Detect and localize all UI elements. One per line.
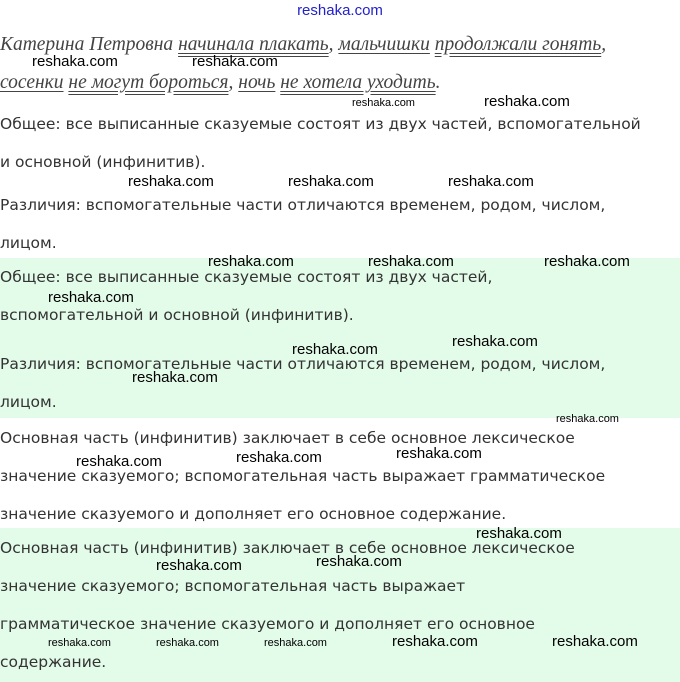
watermark: reshaka.com bbox=[48, 289, 134, 306]
watermark: reshaka.com bbox=[316, 553, 402, 570]
sentence-text: Катерина Петровна bbox=[0, 34, 179, 55]
text-line: Общее: все выписанные сказуемые состоят из двух частей, вспомогательной bbox=[0, 115, 641, 133]
sentence-text: , bbox=[601, 34, 607, 55]
watermark: reshaka.com bbox=[368, 253, 454, 270]
sentence-text: . bbox=[435, 72, 441, 93]
watermark: reshaka.com bbox=[76, 453, 162, 470]
watermark: reshaka.com bbox=[452, 333, 538, 350]
text-line: Основная часть (инфинитив) заключает в себе основное лексическое bbox=[0, 429, 575, 447]
watermark: reshaka.com bbox=[192, 53, 278, 70]
answer-block bbox=[0, 186, 605, 262]
text-line: Различия: вспомогательные части отличаются временем, родом, числом, bbox=[0, 196, 606, 214]
watermark: reshaka.com bbox=[448, 173, 534, 190]
sentence-text: , bbox=[228, 72, 239, 93]
watermark: reshaka.com bbox=[156, 557, 242, 574]
watermark: reshaka.com bbox=[288, 173, 374, 190]
site-link[interactable]: reshaka.com bbox=[297, 2, 383, 19]
text-line: значение сказуемого и дополняет его основное содержание. bbox=[0, 505, 507, 523]
text-line: значение сказуемого; вспомогательная часть выражает bbox=[0, 577, 466, 595]
text-line: Различия: вспомогательные части отличаются временем, родом, числом, bbox=[0, 355, 606, 373]
subject-word: ночь bbox=[238, 72, 276, 93]
watermark: reshaka.com bbox=[48, 637, 111, 649]
watermark: reshaka.com bbox=[396, 445, 482, 462]
text-line: значение сказуемого; вспомогательная часть выражает грамматическое bbox=[0, 467, 606, 485]
answer-block bbox=[0, 419, 605, 533]
subject-word: мальчишки bbox=[338, 34, 430, 55]
watermark: reshaka.com bbox=[392, 633, 478, 650]
watermark: reshaka.com bbox=[476, 525, 562, 542]
text-line: Общее: все выписанные сказуемые состоят из двух частей, bbox=[0, 268, 493, 286]
watermark: reshaka.com bbox=[156, 637, 219, 649]
answer-block bbox=[0, 105, 641, 181]
sentence-text: , bbox=[328, 34, 339, 55]
watermark: reshaka.com bbox=[236, 449, 322, 466]
subject-word: сосенки bbox=[0, 72, 64, 93]
predicate-phrase: продолжали гонять bbox=[434, 34, 602, 55]
text-line: Основная часть (инфинитив) заключает в себе основное лексическое bbox=[0, 539, 575, 557]
watermark: reshaka.com bbox=[128, 173, 214, 190]
watermark: reshaka.com bbox=[556, 413, 619, 425]
predicate-phrase: не хотела уходить bbox=[280, 72, 436, 93]
text-line: и основной (инфинитив). bbox=[0, 153, 206, 171]
watermark: reshaka.com bbox=[32, 53, 118, 70]
text-line: лицом. bbox=[0, 393, 57, 411]
text-line: грамматическое значение сказуемого и дополняет его основное bbox=[0, 615, 535, 633]
text-line: содержание. bbox=[0, 653, 107, 671]
watermark: reshaka.com bbox=[132, 369, 218, 386]
watermark: reshaka.com bbox=[264, 637, 327, 649]
text-line: вспомогательной и основной (инфинитив). bbox=[0, 306, 354, 324]
watermark: reshaka.com bbox=[552, 633, 638, 650]
predicate-phrase: не могут бороться bbox=[68, 72, 229, 93]
watermark: reshaka.com bbox=[208, 253, 294, 270]
predicate-phrase: начинала плакать bbox=[178, 34, 329, 55]
text-line: лицом. bbox=[0, 234, 57, 252]
answer-block bbox=[0, 529, 575, 681]
watermark: reshaka.com bbox=[292, 341, 378, 358]
watermark: reshaka.com bbox=[484, 93, 570, 110]
watermark: reshaka.com bbox=[352, 97, 415, 109]
watermark: reshaka.com bbox=[544, 253, 630, 270]
